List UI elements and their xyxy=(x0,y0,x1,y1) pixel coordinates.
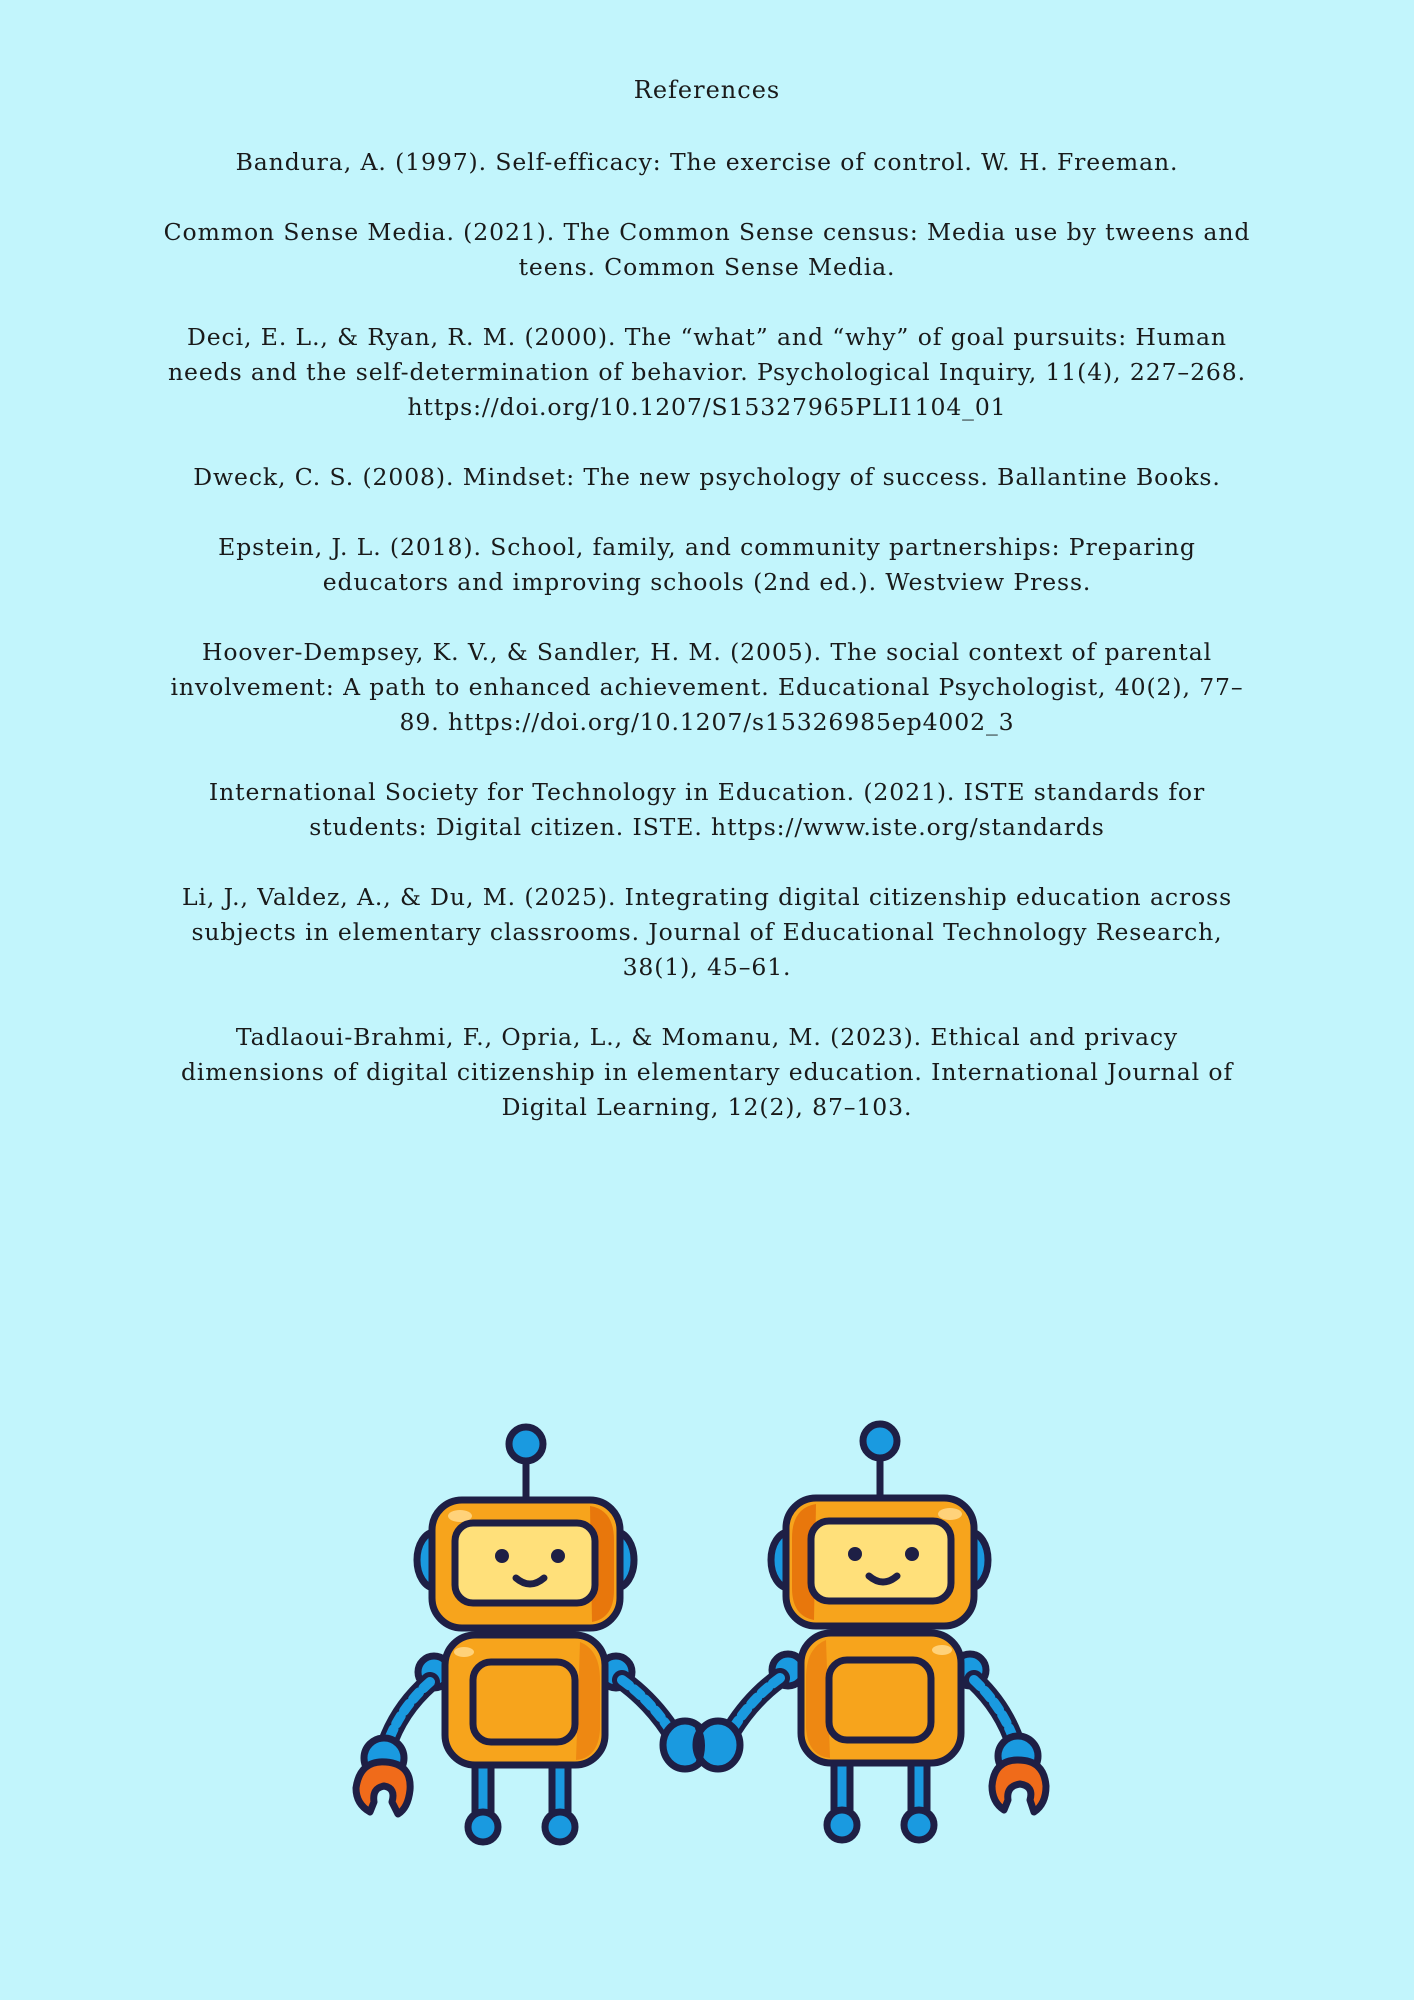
reference-item: Tadlaoui-Brahmi, F., Opria, L., & Momanu, M. (2023). Ethical and privacy dimensions of digital citizenship in elementary education. International Journal of Digital Learning, 12(2), 87–103. xyxy=(180,1023,1234,1121)
reference-item: Deci, E. L., & Ryan, R. M. (2000). The “what” and “why” of goal pursuits: Human needs and the self-determination of behavior. Psychological Inquiry, 11(4), 227–268. https://doi.org/10.1207/S15327965PLI1104_01 xyxy=(168,323,1246,421)
reference-item: Bandura, A. (1997). Self-efficacy: The exercise of control. W. H. Freeman. xyxy=(235,148,1179,176)
reference-item: Hoover-Dempsey, K. V., & Sandler, H. M. (2005). The social context of parental involvement: A path to enhanced achievement. Educational Psychologist, 40(2), 77–89. https://doi.org/10.1207/s15326985ep4002_3 xyxy=(170,638,1244,736)
reference-list xyxy=(160,145,1254,1160)
reference-item: Li, J., Valdez, A., & Du, M. (2025). Integrating digital citizenship education across subjects in elementary classrooms. Journal of Educational Technology Research, 38(1), 45–61. xyxy=(181,883,1233,981)
page-title: References xyxy=(633,76,781,104)
reference-item: Epstein, J. L. (2018). School, family, and community partnerships: Preparing educators and improving schools (2nd ed.). Westview Press. xyxy=(218,533,1196,596)
reference-item: Common Sense Media. (2021). The Common Sense census: Media use by tweens and teens. Common Sense Media. xyxy=(163,218,1251,281)
reference-item: International Society for Technology in Education. (2021). ISTE standards for students: Digital citizen. ISTE. https://www.iste.org/standards xyxy=(208,778,1206,841)
left-robot xyxy=(356,1427,670,1842)
right-robot xyxy=(732,1424,1046,1840)
robots-illustration xyxy=(340,1410,1060,1860)
reference-item: Dweck, C. S. (2008). Mindset: The new psychology of success. Ballantine Books. xyxy=(193,463,1221,491)
clasped-hands xyxy=(663,1721,740,1769)
